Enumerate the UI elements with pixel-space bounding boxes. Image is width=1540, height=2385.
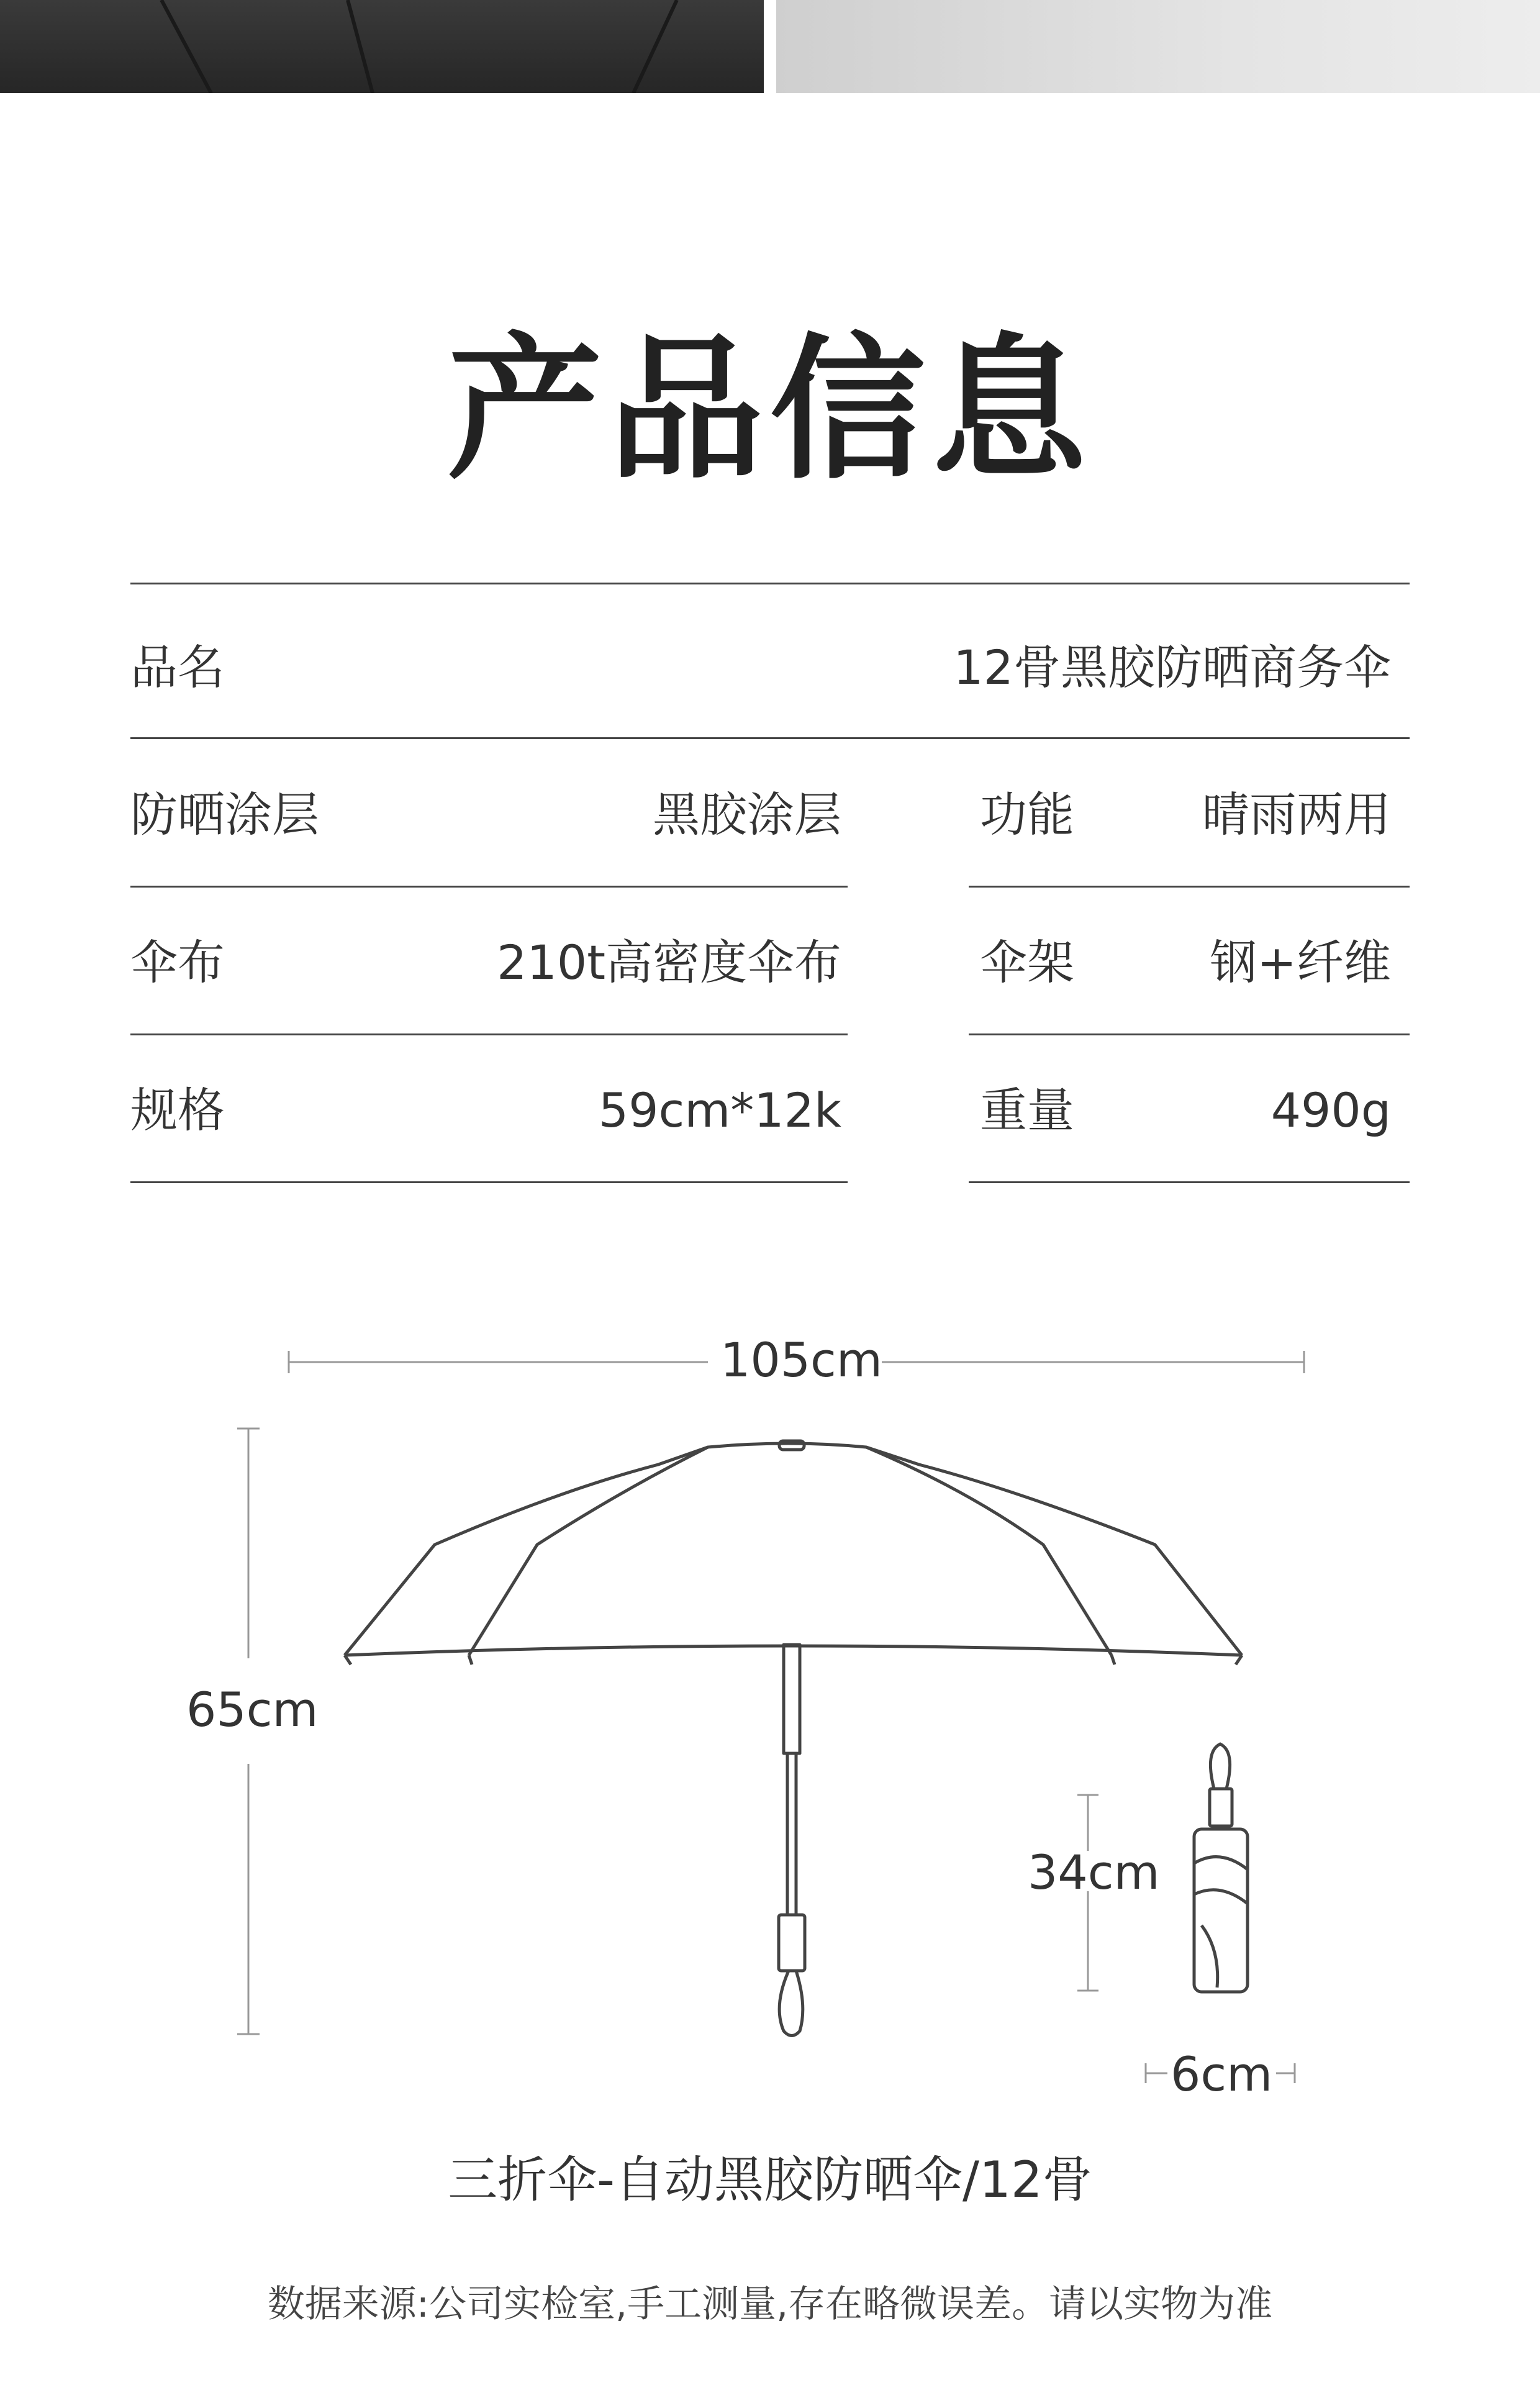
spec-value-function: 晴雨两用 — [1202, 787, 1391, 842]
spec-value-coating: 黑胶涂层 — [653, 787, 841, 842]
spec-value-size: 59cm*12k — [598, 1083, 841, 1138]
spec-label-coating: 防晒涂层 — [130, 787, 319, 842]
spec-value-weight: 490g — [1270, 1083, 1391, 1138]
diagram-caption: 三折伞-自动黑胶防晒伞/12骨 — [448, 2151, 1092, 2209]
folded-width-label: 6cm — [1171, 2047, 1273, 2102]
spec-label-frame: 伞架 — [980, 935, 1074, 990]
spec-value-product-name: 12骨黑胶防晒商务伞 — [953, 640, 1391, 695]
spec-value-frame: 钢+纤维 — [1210, 935, 1391, 990]
open-umbrella-drawing — [345, 1441, 1242, 2036]
folded-height-label: 34cm — [1028, 1845, 1160, 1900]
data-source-footnote: 数据来源:公司实检室,手工测量,存在略微误差。请以实物为准 — [267, 2283, 1273, 2326]
spec-label-weight: 重量 — [980, 1083, 1074, 1138]
width-label: 105cm — [720, 1332, 882, 1388]
folded-umbrella-drawing — [1194, 1744, 1248, 1992]
height-label: 65cm — [186, 1682, 319, 1737]
spec-label-size: 规格 — [130, 1083, 225, 1138]
spec-label-product-name: 品名 — [130, 640, 225, 695]
spec-label-function: 功能 — [980, 787, 1074, 842]
page-title: 产品信息 — [447, 319, 1093, 500]
spec-value-fabric: 210t高密度伞布 — [497, 935, 841, 990]
spec-label-fabric: 伞布 — [130, 935, 225, 990]
